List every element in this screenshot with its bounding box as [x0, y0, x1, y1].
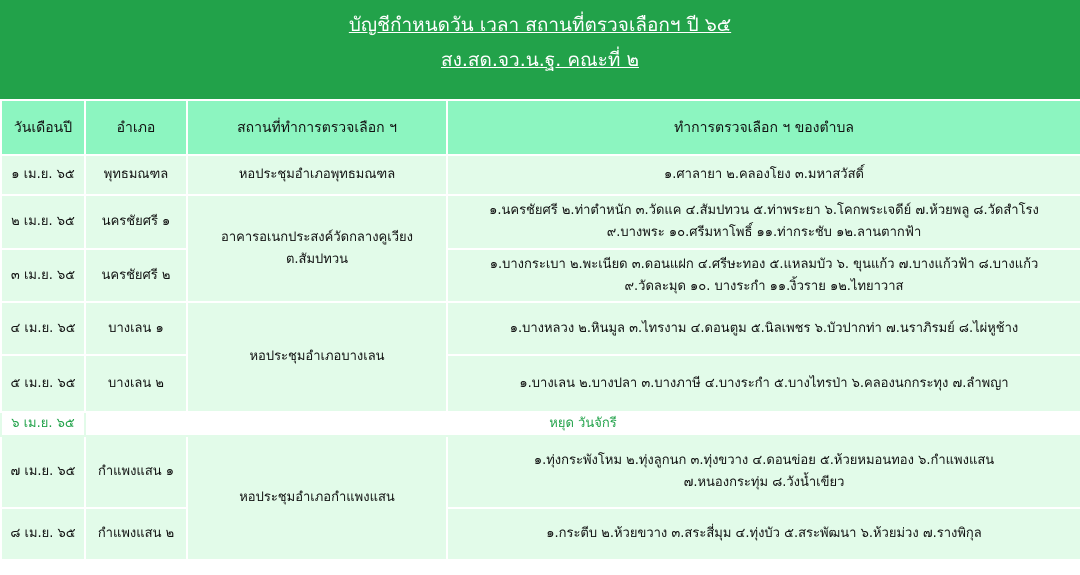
district-cell: นครชัยศรี ๒ — [85, 249, 187, 302]
tambon-line: ๗.หนองกระทุ่ม ๘.วังน้ำเขียว — [683, 475, 845, 490]
district-cell: กำแพงแสน ๑ — [85, 436, 187, 508]
table-row — [1, 508, 1080, 560]
tambon-cell — [447, 302, 1080, 355]
table-row — [1, 155, 1080, 195]
tambon-cell — [447, 155, 1080, 195]
col-header-place: สถานที่ทำการตรวจเลือก ฯ — [187, 100, 447, 155]
place-cell: หอประชุมอำเภอบางเลน — [187, 302, 447, 412]
tambon-line: ๑.บางหลวง ๒.หินมูล ๓.ไทรงาม ๔.ดอนตูม ๕.นิลเพชร ๖.บัวปากท่า ๗.นราภิรมย์ ๘.ไผ่หูช้าง — [509, 320, 1019, 336]
tambon-line: ๑.ทุ่งกระพังโหม ๒.ทุ่งลูกนก ๓.ทุ่งขวาง ๔.ดอนข่อย ๕.ห้วยหมอนทอง ๖.กำแพงแสน — [533, 453, 995, 468]
district-cell: พุทธมณฑล — [85, 155, 187, 195]
table-row — [1, 436, 1080, 508]
tambon-line: ๑.บางเลน ๒.บางปลา ๓.บางภาษี ๔.บางระกำ ๕.บางไทรป่า ๖.คลองนกกระทุง ๗.ลำพญา — [519, 375, 1009, 391]
district-cell: บางเลน ๒ — [85, 355, 187, 412]
date-cell: ๘ เม.ย. ๖๕ — [1, 508, 85, 560]
table-row — [1, 355, 1080, 412]
holiday-label: หยุด วันจักรี — [85, 412, 1080, 436]
table-row — [1, 249, 1080, 302]
tambon-line: ๙.บางพระ ๑๐.ศรีมหาโพธิ์ ๑๑.ท่ากระชับ ๑๒.ลานตากฟ้า — [606, 225, 922, 240]
schedule-table — [0, 99, 1080, 561]
tambon-cell — [447, 508, 1080, 560]
table-row — [1, 195, 1080, 249]
date-cell: ๕ เม.ย. ๖๕ — [1, 355, 85, 412]
tambon-cell — [447, 195, 1080, 249]
district-cell: กำแพงแสน ๒ — [85, 508, 187, 560]
tambon-line: ๙.วัดละมุด ๑๐. บางระกำ ๑๑.งิ้วราย ๑๒.ไทยาวาส — [624, 278, 904, 294]
tambon-cell — [447, 355, 1080, 412]
page-title: บัญชีกำหนดวัน เวลา สถานที่ตรวจเลือกฯ ปี ๖๕ — [348, 14, 732, 36]
col-header-tambon: ทำการตรวจเลือก ฯ ของตำบล — [447, 100, 1080, 155]
date-cell: ๑ เม.ย. ๖๕ — [1, 155, 85, 195]
district-cell: นครชัยศรี ๑ — [85, 195, 187, 249]
date-cell: ๔ เม.ย. ๖๕ — [1, 302, 85, 355]
date-cell: ๗ เม.ย. ๖๕ — [1, 436, 85, 508]
tambon-cell — [447, 249, 1080, 302]
place-text: อาคารอเนกประสงค์วัดกลางคูเวียง ต.สัมปทวน — [221, 229, 413, 267]
page-subtitle: สง.สด.จว.น.ฐ. คณะที่ ๒ — [441, 49, 639, 71]
table-row — [1, 302, 1080, 355]
place-cell: หอประชุมอำเภอกำแพงแสน — [187, 436, 447, 560]
col-header-district: อำเภอ — [85, 100, 187, 155]
holiday-row — [1, 412, 1080, 436]
date-cell: ๒ เม.ย. ๖๕ — [1, 195, 85, 249]
tambon-line: ๑.กระตีบ ๒.ห้วยขวาง ๓.สระสี่มุม ๔.ทุ่งบัว ๕.สระพัฒนา ๖.ห้วยม่วง ๗.รางพิกุล — [546, 526, 982, 541]
tambon-line: ๑.ศาลายา ๒.คลองโยง ๓.มหาสวัสดิ์ — [664, 167, 864, 182]
place-cell: หอประชุมอำเภอพุทธมณฑล — [187, 155, 447, 195]
tambon-line: ๑.นครชัยศรี ๒.ท่าตำหนัก ๓.วัดแค ๔.สัมปทวน ๕.ท่าพระยา ๖.โคกพระเจดีย์ ๗.ห้วยพลู ๘.วัดสำโรง — [489, 203, 1039, 218]
holiday-date: ๖ เม.ย. ๖๕ — [1, 412, 85, 436]
title-banner — [0, 0, 1080, 99]
tambon-cell — [447, 436, 1080, 508]
district-cell: บางเลน ๑ — [85, 302, 187, 355]
col-header-date: วันเดือนปี — [1, 100, 85, 155]
date-cell: ๓ เม.ย. ๖๕ — [1, 249, 85, 302]
tambon-line: ๑.บางกระเบา ๒.พะเนียด ๓.ดอนแฝก ๔.ศรีษะทอง ๕.แหลมบัว ๖. ขุนแก้ว ๗.บางแก้วฟ้า ๘.บางแก้ว — [489, 256, 1039, 272]
place-cell — [187, 195, 447, 302]
header-row — [1, 100, 1080, 155]
